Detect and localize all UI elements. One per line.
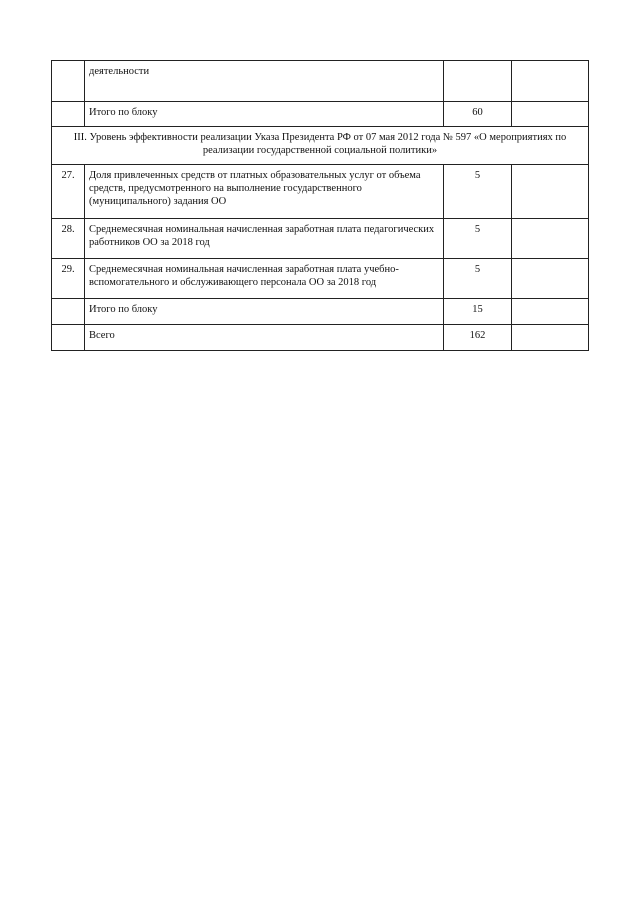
row-number-cell: 29. xyxy=(52,259,85,299)
assessment-cell xyxy=(512,299,589,325)
table-row xyxy=(52,61,589,102)
block-total-label: Итого по блоку xyxy=(85,102,444,127)
row-number-cell xyxy=(52,299,85,325)
grand-total-row xyxy=(52,325,589,351)
criteria-table xyxy=(51,60,589,351)
row-number-cell xyxy=(52,102,85,127)
section-title: III. Уровень эффективности реализации Указа Президента РФ от 07 мая 2012 года № 597 «О мероприятиях по реализации государственной социальной политики» xyxy=(52,127,589,165)
criterion-name-cell: Доля привлеченных средств от платных образовательных услуг от объема средств, предусмотренного на выполнение государственного (муниципального) задания ОО xyxy=(85,165,444,219)
assessment-cell xyxy=(512,219,589,259)
criterion-name-cell: Среднемесячная номинальная начисленная заработная плата педагогических работников ОО за 2018 год xyxy=(85,219,444,259)
max-score-cell: 5 xyxy=(444,165,512,219)
row-number-cell xyxy=(52,61,85,102)
criterion-name-cell: деятельности xyxy=(85,61,444,102)
grand-total-score: 162 xyxy=(444,325,512,351)
row-number-cell: 27. xyxy=(52,165,85,219)
table-row xyxy=(52,219,589,259)
table-row xyxy=(52,165,589,219)
block-total-row xyxy=(52,299,589,325)
table-row xyxy=(52,259,589,299)
block-total-row xyxy=(52,102,589,127)
block-total-score: 60 xyxy=(444,102,512,127)
row-number-cell xyxy=(52,325,85,351)
assessment-cell xyxy=(512,325,589,351)
assessment-cell xyxy=(512,102,589,127)
max-score-cell: 5 xyxy=(444,259,512,299)
max-score-cell xyxy=(444,61,512,102)
criterion-name-cell: Среднемесячная номинальная начисленная заработная плата учебно-вспомогательного и обслуживающего персонала ОО за 2018 год xyxy=(85,259,444,299)
grand-total-label: Всего xyxy=(85,325,444,351)
row-number-cell: 28. xyxy=(52,219,85,259)
block-total-label: Итого по блоку xyxy=(85,299,444,325)
block-total-score: 15 xyxy=(444,299,512,325)
max-score-cell: 5 xyxy=(444,219,512,259)
assessment-cell xyxy=(512,61,589,102)
assessment-cell xyxy=(512,259,589,299)
section-header-row xyxy=(52,127,589,165)
assessment-cell xyxy=(512,165,589,219)
